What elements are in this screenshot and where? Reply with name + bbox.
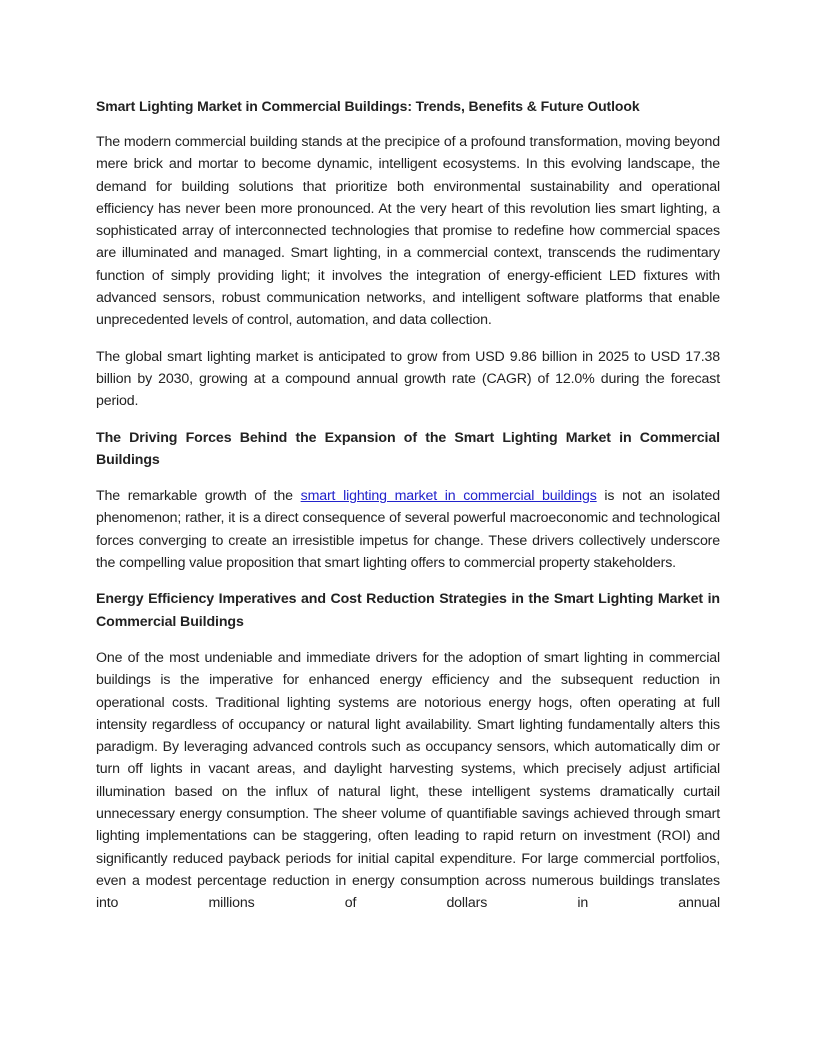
driving-forces-paragraph xyxy=(96,485,720,574)
driving-forces-heading: The Driving Forces Behind the Expansion of the Smart Lighting Market in Commercial Buildings xyxy=(96,429,720,468)
paragraph-text-before-link: The remarkable growth of the xyxy=(96,488,301,505)
energy-efficiency-paragraph: One of the most undeniable and immediate drivers for the adoption of smart lighting in commercial buildings is the imperative for enhanced energy efficiency and the subsequent reduction in operational costs. Traditional lighting systems are notorious energy hogs, often operating at full intensity regardless of occupancy or natural light availability. Smart lighting fundamentally alters this paradigm. By leveraging advanced controls such as occupancy sensors, which automatically dim or turn off lights in vacant areas, and daylight harvesting systems, which precisely adjust artificial illumination based on the influx of natural light, these intelligent systems dramatically curtail unnecessary energy consumption. The sheer volume of quantifiable savings achieved through smart lighting implementations can be staggering, often leading to rapid return on investment (ROI) and significantly reduced payback periods for initial capital expenditure. For large commercial portfolios, even a modest percentage reduction in energy consumption across numerous buildings translates into millions of dollars in annual xyxy=(96,649,720,912)
document-title: Smart Lighting Market in Commercial Buildings: Trends, Benefits & Future Outlook xyxy=(96,98,640,114)
market-size-paragraph: The global smart lighting market is anticipated to grow from USD 9.86 billion in 2025 to USD 17.38 billion by 2030, growing at a compound annual growth rate (CAGR) of 12.0% during the forecast period. xyxy=(96,348,720,410)
document-page xyxy=(96,95,720,929)
paragraph-text-after-link: is not an isolated phenomenon; rather, it is a direct consequence of several powerful macroeconomic and technological forces converging to create an irresistible impetus for change. These drivers collectively underscore the compelling value proposition that smart lighting offers to commercial property stakeholders. xyxy=(96,488,720,572)
smart-lighting-market-link[interactable]: smart lighting market in commercial buildings xyxy=(300,488,597,505)
intro-paragraph: The modern commercial building stands at the precipice of a profound transformation, moving beyond mere brick and mortar to become dynamic, intelligent ecosystems. In this evolving landscape, the demand for building solutions that prioritize both environmental sustainability and operational efficiency has never been more pronounced. At the very heart of this revolution lies smart lighting, a sophisticated array of interconnected technologies that promise to redefine how commercial spaces are illuminated and managed. Smart lighting, in a commercial context, transcends the rudimentary function of simply providing light; it involves the integration of energy-efficient LED fixtures with advanced sensors, robust communication networks, and intelligent software platforms that enable unprecedented levels of control, automation, and data collection. xyxy=(96,134,720,329)
energy-efficiency-heading: Energy Efficiency Imperatives and Cost Reduction Strategies in the Smart Lighting Market in Commercial Buildings xyxy=(96,591,720,630)
